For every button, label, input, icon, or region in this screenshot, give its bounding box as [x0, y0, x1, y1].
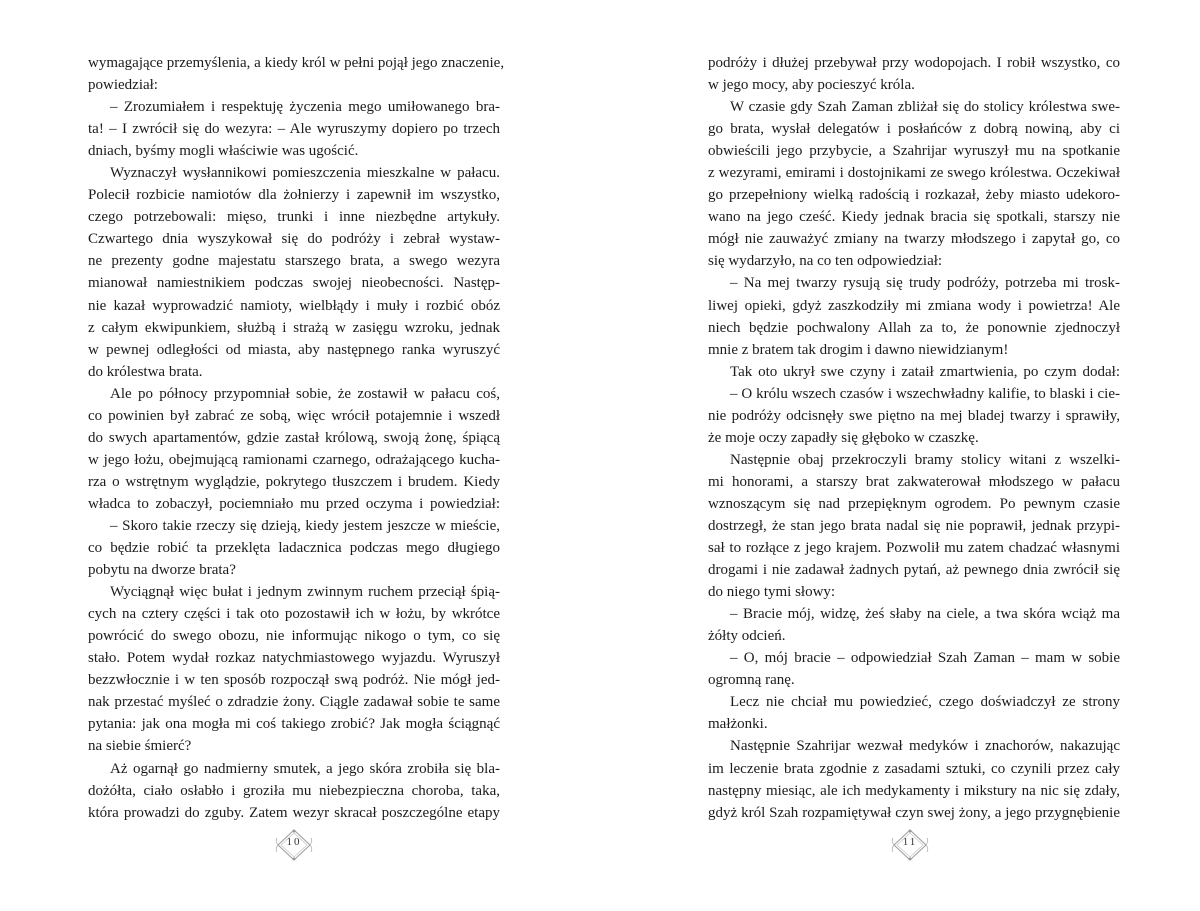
text-line: drogami i nie zadawał żadnych pytań, aż pewnego dnia zwrócił się	[708, 562, 1120, 579]
text-line: dożółta, ciało osłabło i groziła mu niebezpieczna choroba, taka,	[88, 782, 500, 799]
text-line: z całym ekwipunkiem, służbą i strażą w zasięgu wzroku, jednak	[88, 319, 500, 336]
text-line: – Na mej twarzy rysują się trudy podróży, potrzeba mi trosk-	[730, 275, 1120, 292]
text-line: się wydarzyło, na co ten odpowiedział:	[708, 253, 943, 270]
text-line: pytania: jak ona mogła mi coś takiego zrobić? Jak mogła ściągnąć	[88, 716, 500, 733]
right-page	[708, 52, 1120, 824]
text-line: mnie z bratem tak drogim i dawno niewidzianym!	[708, 341, 1009, 358]
text-line: obwieścili jego przybycie, a Szahrijar wyruszył mu na spotkanie	[708, 143, 1120, 160]
text-line: czego potrzebowali: mięso, trunki i inne niezbędne artykuły.	[88, 209, 500, 226]
text-line: powrócić do swego obozu, nie informując nikogo o tym, co się	[88, 628, 500, 645]
text-line: że moje oczy zapadły się głęboko w czaszkę.	[708, 429, 979, 446]
text-line: Wyciągnął więc bułat i jednym zwinnym ruchem przeciął śpią-	[110, 584, 500, 601]
text-line: mi honorami, a starszy brat zakwaterował młodszego w pałacu	[708, 473, 1120, 490]
text-line: powiedział:	[88, 77, 158, 94]
text-line: co będzie robić ta przeklęta ladacznica podczas mego długiego	[88, 540, 500, 557]
text-line: nie kazał wyprowadzić namioty, wielbłądy i muły i rozbić obóz	[88, 297, 500, 314]
text-line: bezzwłocznie i w ten sposób rozpoczął swą podróż. Nie mógł jed-	[88, 672, 500, 689]
text-line: z wezyrami, emirami i dostojnikami ze swego królestwa. Oczekiwał	[708, 165, 1120, 182]
text-line: która prowadzi do zguby. Zatem wezyr skracał poszczególne etapy	[88, 804, 500, 821]
text-line: małżonki.	[708, 716, 768, 733]
text-line: w pewnej odległości od miasta, aby następnego ranka wyruszyć	[88, 341, 500, 358]
right-folio	[890, 828, 930, 862]
text-line: dostrzegł, że stan jego brata nadal się nie poprawił, jednak przypi-	[708, 517, 1120, 534]
text-line: ogromną ranę.	[708, 672, 795, 689]
text-line: niech będzie pochwalony Allah za to, że ponownie zjednoczył	[708, 319, 1120, 336]
text-line: sał to rozłące z jego krajem. Pozwolił mu zatem chadzać własnymi	[708, 540, 1120, 557]
text-line: ta! – I zwrócił się do wezyra: – Ale wyruszymy dopiero po trzech	[88, 121, 500, 138]
text-line: rza o wstrętnym wyglądzie, pokrytego tłuszczem i brudem. Kiedy	[88, 473, 500, 490]
text-line: do królestwa brata.	[88, 363, 203, 380]
text-line: Następnie obaj przekroczyli bramy stolicy witani z wszelki-	[730, 451, 1120, 468]
page-number: 11	[902, 836, 918, 848]
text-line: Polecił rozbicie namiotów dla żołnierzy i zapewnił im wszystko,	[88, 187, 500, 204]
text-line: do swych apartamentów, gdzie zastał królową, swoją żonę, śpiącą	[88, 429, 500, 446]
text-line: Czwartego dnia wyszykował się do podróży i zebrał wystaw-	[88, 231, 500, 248]
text-line: Ale po północy przypomniał sobie, że zostawił w pałacu coś,	[110, 385, 500, 402]
text-line: żółty odcień.	[708, 628, 786, 645]
text-line: wymagające przemyślenia, a kiedy król w pełni pojął jego znaczenie,	[88, 55, 505, 71]
text-line: Następnie Szahrijar wezwał medyków i znachorów, nakazując	[730, 738, 1120, 755]
text-line: Wyznaczył wysłannikowi pomieszczenia mieszkalne w pałacu.	[110, 165, 500, 182]
text-line: w jego mocy, aby pocieszyć króla.	[708, 77, 915, 94]
text-line: go brata, wysłał delegatów i posłańców z dobrą nowiną, aby ci	[708, 121, 1120, 138]
page-number: 10	[286, 836, 302, 848]
text-line: – O królu wszech czasów i wszechwładny kalifie, to blaski i cie-	[730, 385, 1120, 402]
text-line: – O, mój bracie – odpowiedział Szah Zaman – mam w sobie	[730, 650, 1120, 667]
text-line: mógł nie zauważyć zmiany na twarzy młodszego i zapytał go, co	[708, 231, 1120, 248]
text-line: wznoszącym się nad przepięknym ogrodem. Po pewnym czasie	[708, 495, 1120, 512]
text-line: go przepełniony wielką radością i rozkazał, żeby miasto udekoro-	[708, 187, 1120, 204]
text-line: dniach, byśmy mogli właściwie was ugościć.	[88, 143, 359, 160]
text-line: następny miesiąc, ale ich medykamenty i mikstury na nic się zdały,	[708, 782, 1120, 799]
text-line: ne prezenty godne majestatu starszego brata, a swego wezyra	[88, 253, 500, 270]
left-folio	[274, 828, 314, 862]
text-line: Tak oto ukrył swe czyny i zataił zmartwienia, po czym dodał:	[730, 363, 1120, 380]
text-line: – Skoro takie rzeczy się dzieją, kiedy jestem jeszcze w mieście,	[110, 517, 500, 534]
text-line: Aż ogarnął go nadmierny smutek, a jego skóra zrobiła się bla-	[110, 760, 500, 777]
text-line: wano na jego cześć. Kiedy jednak bracia się spotkali, starszy nie	[708, 209, 1120, 226]
text-line: im leczenie brata zgodnie z zasadami sztuki, co czynili przez cały	[708, 760, 1120, 777]
text-line: Lecz nie chciał mu powiedzieć, czego doświadczył ze strony	[730, 694, 1120, 711]
text-line: do niego tymi słowy:	[708, 584, 836, 601]
text-line: pobytu na dworze brata?	[88, 562, 236, 579]
text-line: podróży i dłużej przebywał przy wodopojach. I robił wszystko, co	[708, 55, 1120, 71]
text-line: mianował namiestnikiem podczas swojej nieobecności. Następ-	[88, 275, 500, 292]
text-line: W czasie gdy Szah Zaman zbliżał się do stolicy królestwa swe-	[730, 99, 1120, 116]
text-line: władca to zobaczył, pociemniało mu przed oczyma i powiedział:	[88, 495, 500, 512]
left-page	[88, 52, 505, 824]
text-line: – Bracie mój, widzę, żeś słaby na ciele, a twa skóra wciąż ma	[730, 606, 1120, 623]
text-line: – Zrozumiałem i respektuję życzenia mego umiłowanego bra-	[110, 99, 500, 116]
text-line: nak przestać myśleć o zdradzie żony. Ciągle zadawał sobie te same	[88, 694, 500, 711]
text-line: nie podróży odcisnęły swe piętno na mej bladej twarzy i sprawiły,	[708, 407, 1120, 424]
text-line: stało. Potem wydał rozkaz natychmiastowego wyjazdu. Wyruszył	[88, 650, 500, 667]
text-line: w jego łożu, obejmującą ramionami czarnego, odrażającego kucha-	[88, 451, 500, 468]
text-line: co powinien był zabrać ze sobą, więc wrócił potajemnie i wszedł	[88, 407, 500, 424]
text-line: liwej opieki, gdyż zaszkodziły mi zmiana wody i powietrza! Ale	[708, 297, 1120, 314]
text-line: na siebie śmierć?	[88, 738, 192, 755]
text-line: gdyż król Szah rozpamiętywał czyn swej żony, a jego przygnębienie	[708, 804, 1120, 821]
text-line: cych na cztery części i tak oto pozostawił ich w łożu, by wkrótce	[88, 606, 500, 623]
